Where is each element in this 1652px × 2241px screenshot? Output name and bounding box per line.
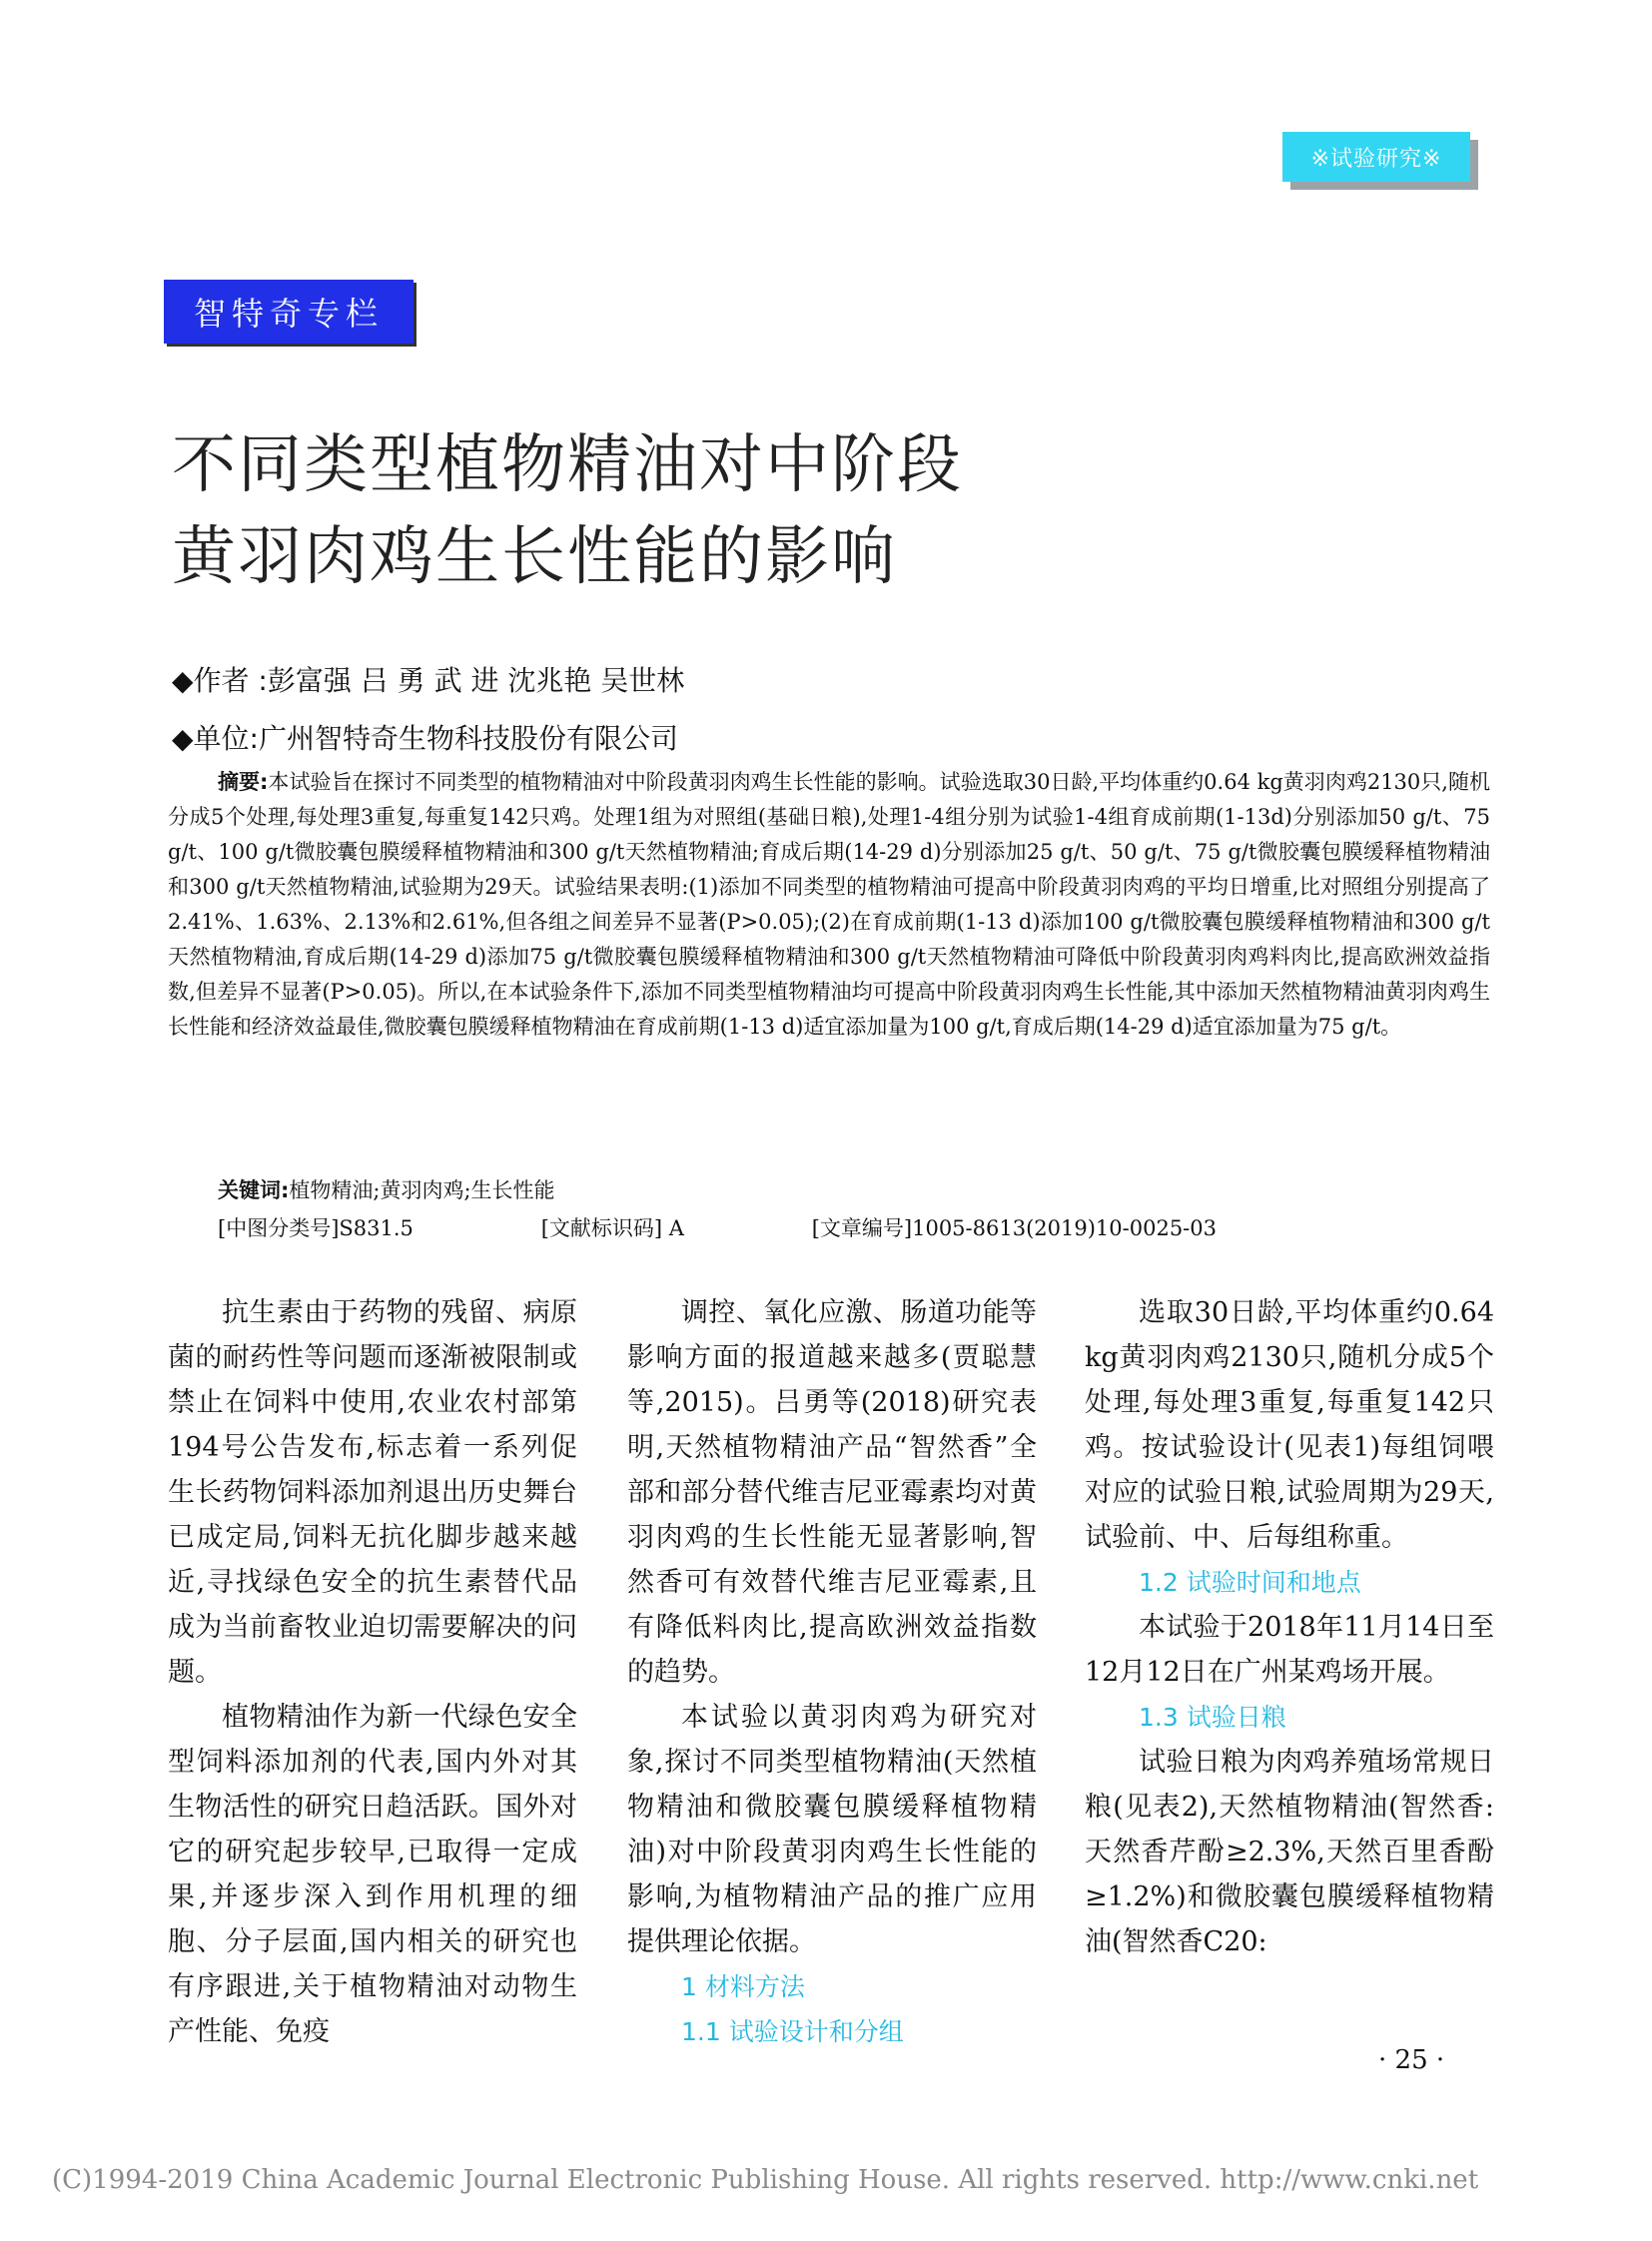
classification-line: [218, 1212, 1217, 1242]
abstract-text: 本试验旨在探讨不同类型的植物精油对中阶段黄羽肉鸡生长性能的影响。试验选取30日龄,平均体重约0.64 kg黄羽肉鸡2130只,随机分成5个处理,每处理3重复,每重复142只鸡。处理1组为对照组(基础日粮),处理1-4组分别为试验1-4组育成前期(1-13d)分别添加50 g/t、75 g/t、100 g/t微胶囊包膜缓释植物精油和300 g/t天然植物精油;育成后期(14-29 d)分别添加25 g/t、50 g/t、75 g/t微胶囊包膜缓释植物精油和300 g/t天然植物精油,试验期为29天。试验结果表明:(1)添加不同类型的植物精油可提高中阶段黄羽肉鸡的平均日增重,比对照组分别提高了2.41%、1.63%、2.13%和2.61%,但各组之间差异不显著(P>0.05);(2)在育成前期(1-13 d)添加100 g/t微胶囊包膜缓释植物精油和300 g/t天然植物精油,育成后期(14-29 d)添加75 g/t微胶囊包膜缓释植物精油和300 g/t天然植物精油可降低中阶段黄羽肉鸡料肉比,提高欧洲效益指数,但差异不显著(P>0.05)。所以,在本试验条件下,添加不同类型植物精油均可提高中阶段黄羽肉鸡生长性能,其中添加天然植物精油黄羽肉鸡生长性能和经济效益最佳,微胶囊包膜缓释植物精油在育成前期(1-13 d)适宜添加量为100 g/t,育成后期(14-29 d)适宜添加量为75 g/t。: [168, 770, 1490, 1039]
paragraph: 本试验以黄羽肉鸡为研究对象,探讨不同类型植物精油(天然植物精油和微胶囊包膜缓释植物精油)对中阶段黄羽肉鸡生长性能的影响,为植物精油产品的推广应用提供理论依据。: [627, 1702, 1037, 1957]
authors: ◆作者 :彭富强 吕 勇 武 进 沈兆艳 吴世林: [172, 664, 685, 697]
body-column-3: [1085, 1290, 1494, 1964]
abstract-label: 摘要:: [218, 770, 269, 794]
body-column-1: [168, 1290, 577, 2054]
clc-number: [中图分类号]S831.5: [218, 1216, 413, 1240]
subsection-heading: 1.3 试验日粮: [1139, 1703, 1286, 1732]
document-code: [文献标识码] A: [540, 1216, 684, 1240]
abstract: [168, 765, 1490, 1045]
affiliation: ◆单位:广州智特奇生物科技股份有限公司: [172, 722, 678, 755]
keywords: [218, 1174, 555, 1204]
section-heading: 1 材料方法: [681, 1972, 805, 2001]
paragraph: 植物精油作为新一代绿色安全型饲料添加剂的代表,国内外对其生物活性的研究日趋活跃。国外对它的研究起步较早,已取得一定成果,并逐步深入到作用机理的细胞、分子层面,国内相关的研究也有序跟进,关于植物精油对动物生产性能、免疫: [168, 1702, 577, 2047]
page-number: · 25 ·: [1378, 2045, 1445, 2075]
column-tag: 智特奇专栏: [164, 280, 413, 344]
article-number: [文章编号]1005-8613(2019)10-0025-03: [811, 1216, 1217, 1240]
title-line-2: 黄羽肉鸡生长性能的影响: [172, 520, 897, 594]
subsection-heading: 1.2 试验时间和地点: [1139, 1568, 1361, 1597]
paragraph: 抗生素由于药物的残留、病原菌的耐药性等问题而逐渐被限制或禁止在饲料中使用,农业农村部第194号公告发布,标志着一系列促生长药物饲料添加剂退出历史舞台已成定局,饲料无抗化脚步越来越近,寻找绿色安全的抗生素替代品成为当前畜牧业迫切需要解决的问题。: [168, 1297, 577, 1688]
keywords-text: 植物精油;黄羽肉鸡;生长性能: [289, 1178, 555, 1202]
body-column-2: [627, 1290, 1037, 2054]
copyright-footer: (C)1994-2019 China Academic Journal Electronic Publishing House. All rights reserved. http://www.cnki.net: [52, 2165, 1479, 2195]
keywords-label: 关键词:: [218, 1178, 290, 1202]
paragraph: 本试验于2018年11月14日至12月12日在广州某鸡场开展。: [1085, 1612, 1494, 1688]
paragraph: 调控、氧化应激、肠道功能等影响方面的报道越来越多(贾聪慧等,2015)。吕勇等(2018)研究表明,天然植物精油产品“智然香”全部和部分替代维吉尼亚霉素均对黄羽肉鸡的生长性能无显著影响,智然香可有效替代维吉尼亚霉素,且有降低料肉比,提高欧洲效益指数的趋势。: [627, 1297, 1037, 1688]
article-title: [172, 419, 1470, 603]
paragraph: 选取30日龄,平均体重约0.64 kg黄羽肉鸡2130只,随机分成5个处理,每处理3重复,每重复142只鸡。按试验设计(见表1)每组饲喂对应的试验日粮,试验周期为29天,试验前、中、后每组称重。: [1085, 1297, 1494, 1553]
paragraph: 试验日粮为肉鸡养殖场常规日粮(见表2),天然植物精油(智然香:天然香芹酚≥2.3%,天然百里香酚≥1.2%)和微胶囊包膜缓释植物精油(智然香C20:: [1085, 1747, 1494, 1957]
subsection-heading: 1.1 试验设计和分组: [681, 2017, 904, 2046]
title-line-1: 不同类型植物精油对中阶段: [172, 428, 963, 502]
section-tag: ※试验研究※: [1282, 132, 1470, 182]
